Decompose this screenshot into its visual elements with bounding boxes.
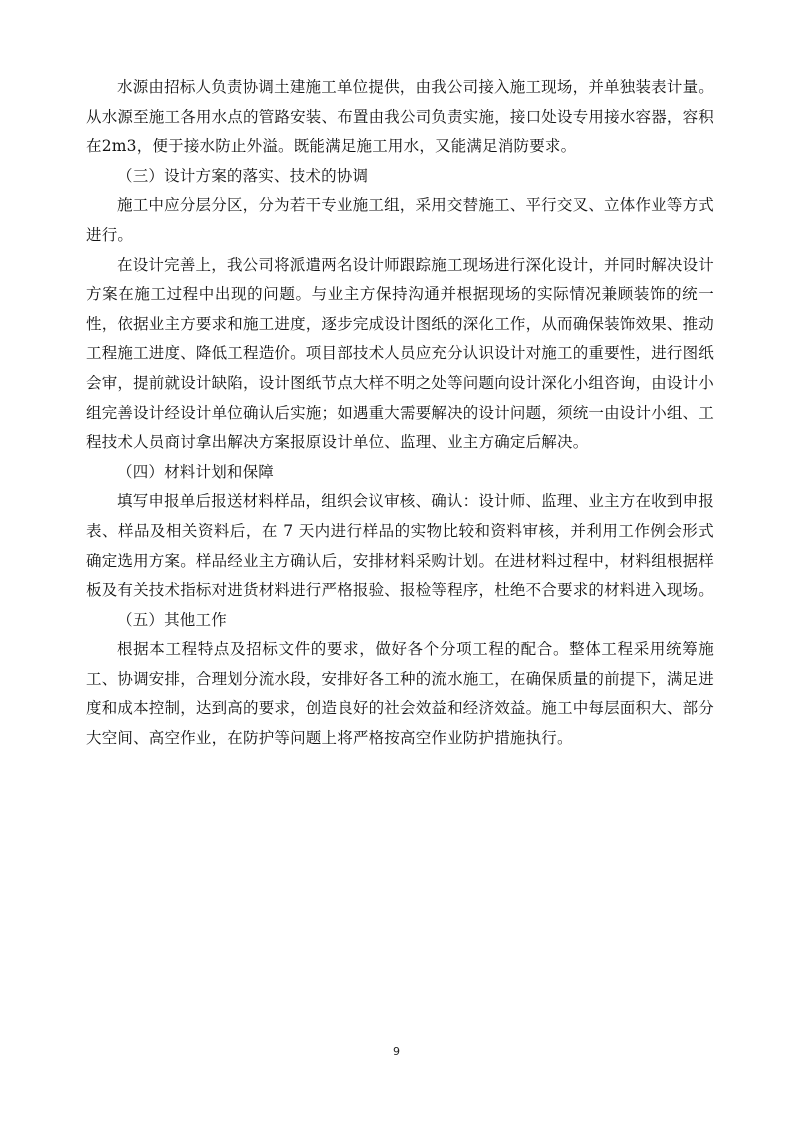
document-body [86,73,714,754]
section-heading-design-coordination: （三）设计方案的落实、技术的协调 [117,166,369,185]
paragraph-water-supply: 水源由招标人负责协调土建施工单位提供，由我公司接入施工现场，并单独装表计量。从水源至施工各用水点的管路安装、布置由我公司负责实施，接口处设专用接水容器，容积在2m3，便于接水防止外溢。既能满足施工用水，又能满足消防要求。 [86,78,715,156]
paragraph-design-improvement: 在设计完善上，我公司将派遣两名设计师跟踪施工现场进行深化设计，并同时解决设计方案在施工过程中出现的问题。与业主方保持沟通并根据现场的实际情况兼顾装饰的统一性，依据业主方要求和施工进度，逐步完成设计图纸的深化工作，从而确保装饰效果、推动工程施工进度、降低工程造价。项目部技术人员应充分认识设计对施工的重要性，进行图纸会审，提前就设计缺陷，设计图纸节点大样不明之处等问题向设计深化小组咨询，由设计小组完善设计经设计单位确认后实施；如遇重大需要解决的设计问题，须统一由设计小组、工程技术人员商讨拿出解决方案报原设计单位、监理、业主方确定后解决。 [86,255,715,452]
section-heading-other-work: （五）其他工作 [117,610,227,629]
section-heading-material-plan: （四）材料计划和保障 [117,462,275,481]
paragraph-other-work: 根据本工程特点及招标文件的要求，做好各个分项工程的配合。整体工程采用统筹施工、协调安排，合理划分流水段，安排好各工种的流水施工，在确保质量的前提下，满足进度和成本控制，达到高的要求，创造良好的社会效益和经济效益。施工中每层面积大、部分大空间、高空作业，在防护等问题上将严格按高空作业防护措施执行。 [86,640,715,748]
page-number: 9 [393,1045,400,1058]
paragraph-construction-zoning: 施工中应分层分区，分为若干专业施工组，采用交替施工、平行交叉、立体作业等方式进行。 [86,196,714,244]
paragraph-material-samples: 填写申报单后报送材料样品，组织会议审核、确认：设计师、监理、业主方在收到申报表、样品及相关资料后，在 7 天内进行样品的实物比较和资料审核，并利用工作例会形式确定选用方案。样品经业主方确认后，安排材料采购计划。在进材料过程中，材料组根据样板及有关技术指标对进货材料进行严格报验、报检等程序，杜绝不合要求的材料进入现场。 [86,492,715,600]
